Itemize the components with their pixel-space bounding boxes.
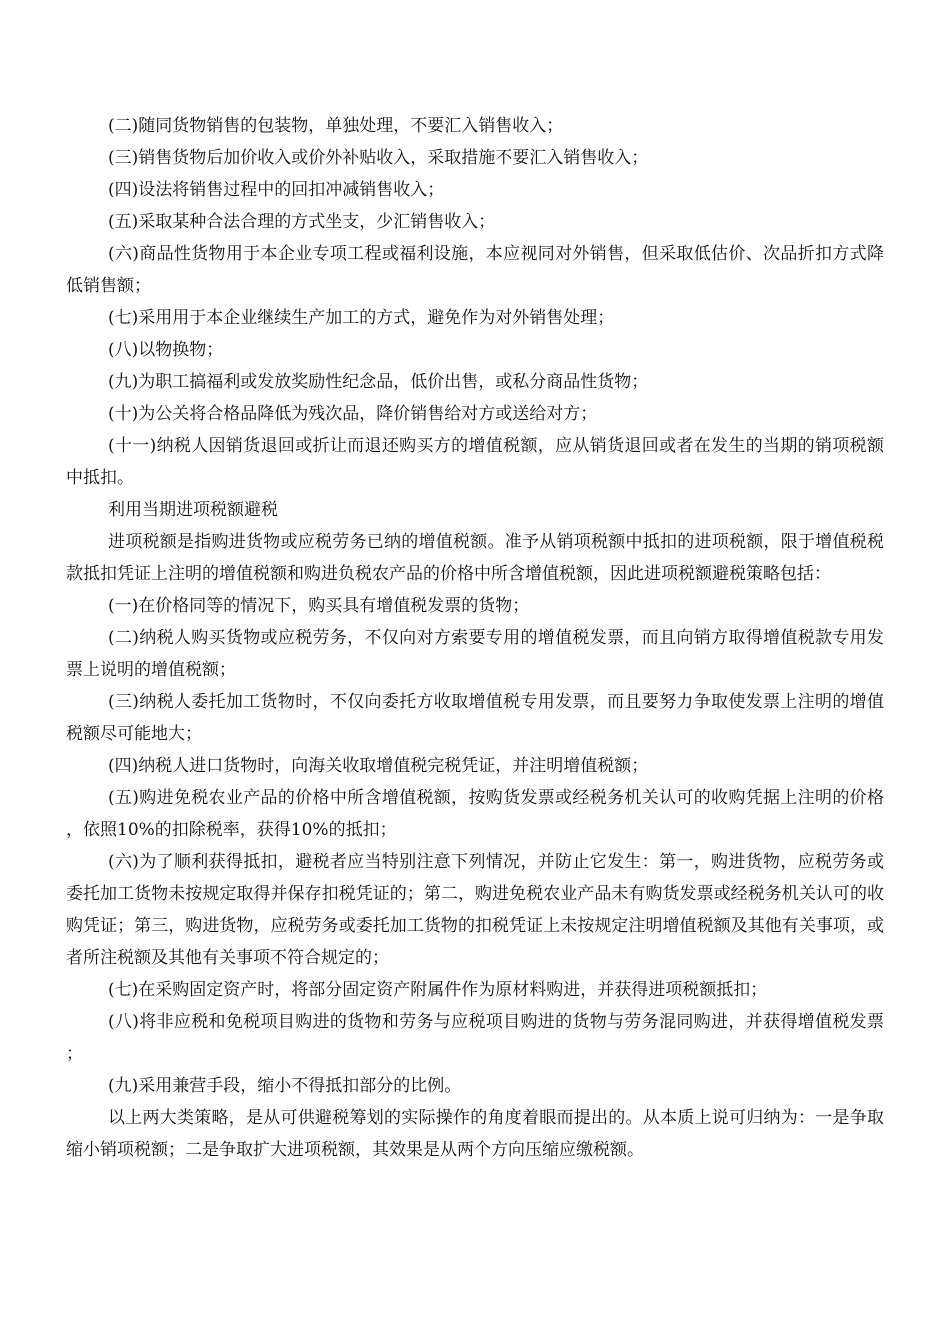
paragraph-special-invoice: (二)纳税人购买货物或应税劳务，不仅向对方索要专用的增值税发票，而且向销方取得增值税款专用发票上说明的增值税额； (66, 628, 884, 680)
paragraph-vat-invoice-goods: (一)在价格同等的情况下，购买具有增值税发票的货物； (108, 596, 530, 616)
paragraph-direct-spending: (五)采取某种合法合理的方式坐支，少汇销售收入； (108, 212, 496, 232)
paragraph-barter: (八)以物换物； (108, 340, 224, 360)
paragraph-further-processing: (七)采用用于本企业继续生产加工的方式，避免作为对外销售处理； (108, 308, 615, 328)
paragraph-import-customs: (四)纳税人进口货物时，向海关收取增值税完税凭证，并注明增值税额； (108, 756, 649, 776)
paragraph-packaging: (二)随同货物销售的包装物，单独处理，不要汇入销售收入； (108, 116, 564, 136)
paragraph-employee-welfare: (九)为职工搞福利或发放奖励性纪念品，低价出售，或私分商品性货物； (108, 372, 649, 392)
paragraph-fixed-assets: (七)在采购固定资产时，将部分固定资产附属件作为原材料购进，并获得进项税额抵扣； (108, 980, 768, 1000)
paragraph-input-tax-intro: 进项税额是指购进货物或应税劳务已纳的增值税额。准予从销项税额中抵扣的进项税额，限于增值税税款抵扣凭证上注明的增值税额和购进负税农产品的价格中所含增值税额，因此进项税额避税策略包括： (66, 532, 884, 584)
paragraph-deduction-conditions: (六)为了顺利获得抵扣，避税者应当特别注意下列情况，并防止它发生：第一，购进货物，应税劳务或委托加工货物未按规定取得并保存扣税凭证的；第二，购进免税农业产品未有购货发票或经税务机关认可的收购凭证；第三，购进货物，应税劳务或委托加工货物的扣税凭证上未按规定注明增值税额及其他有关事项，或者所注税额及其他有关事项不符合规定的； (66, 852, 884, 968)
paragraph-conclusion: 以上两大类策略，是从可供避税筹划的实际操作的角度着眼而提出的。从本质上说可归纳为：一是争取缩小销项税额；二是争取扩大进项税额，其效果是从两个方向压缩应缴税额。 (66, 1108, 884, 1160)
paragraph-sales-returns: (十一)纳税人因销货退回或折让而退还购买方的增值税额，应从销货退回或者在发生的当期的销项税额中抵扣。 (66, 436, 884, 488)
paragraph-downgrade-goods: (十)为公关将合格品降低为残次品，降价销售给对方或送给对方； (108, 404, 598, 424)
paragraph-surcharge-income: (三)销售货物后加价收入或价外补贴收入，采取措施不要汇入销售收入； (108, 148, 649, 168)
paragraph-mixed-purchase: (八)将非应税和免税项目购进的货物和劳务与应税项目购进的货物与劳务混同购进，并获得增值税发票； (66, 1012, 884, 1064)
paragraph-internal-use: (六)商品性货物用于本企业专项工程或福利设施，本应视同对外销售，但采取低估价、次品折扣方式降低销售额； (66, 244, 884, 296)
paragraph-processing-invoice: (三)纳税人委托加工货物时，不仅向委托方收取增值税专用发票，而且要努力争取使发票上注明的增值税额尽可能地大； (66, 692, 884, 744)
document-body (66, 110, 884, 1166)
section-heading-input-tax: 利用当期进项税额避税 (108, 500, 278, 520)
paragraph-rebates: (四)设法将销售过程中的回扣冲减销售收入； (108, 180, 445, 200)
paragraph-agri-products: (五)购进免税农业产品的价格中所含增值税额，按购货发票或经税务机关认可的收购凭据上注明的价格，依照10%的扣除税率，获得10%的抵扣； (66, 788, 884, 840)
paragraph-concurrent-business: (九)采用兼营手段，缩小不得抵扣部分的比例。 (108, 1076, 462, 1096)
